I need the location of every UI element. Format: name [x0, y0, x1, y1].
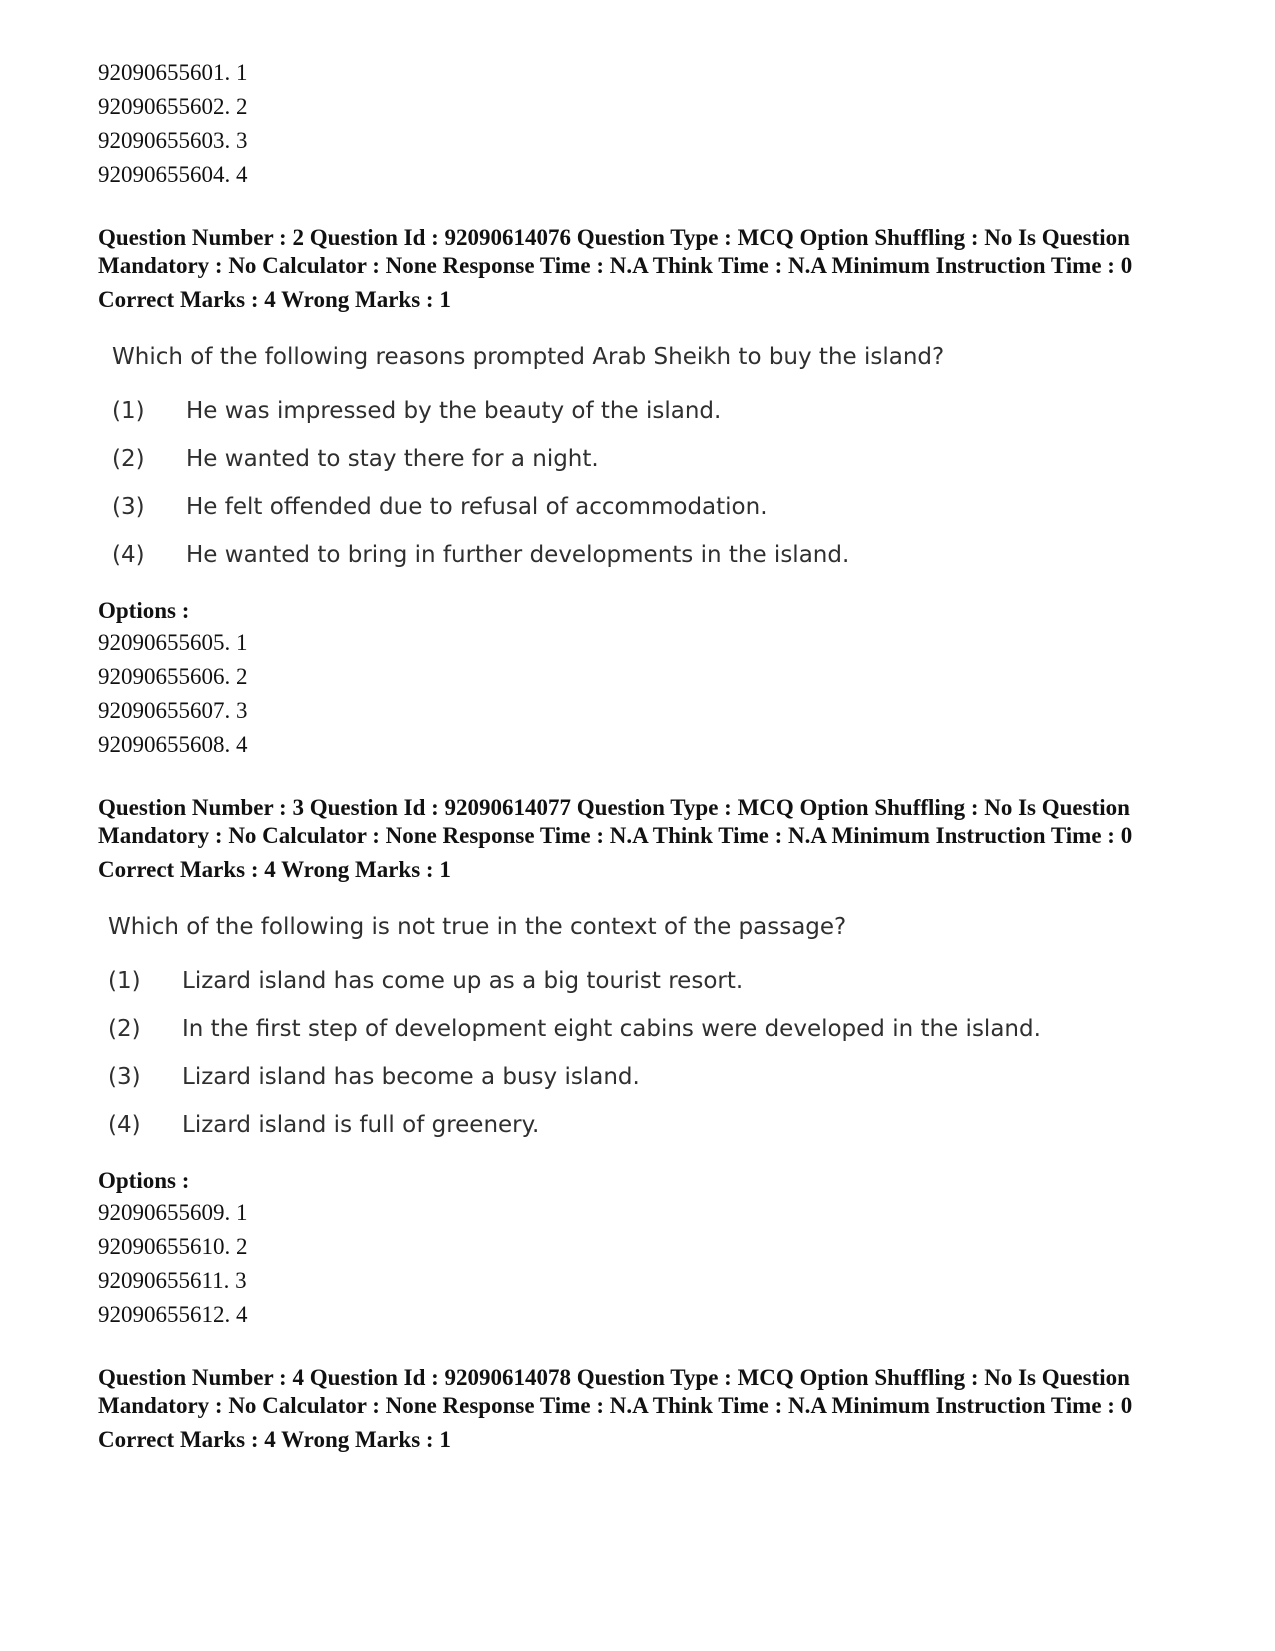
question-block-3 — [98, 794, 1275, 1332]
option-item: 92090655601. 1 — [98, 60, 248, 85]
answer-choice — [108, 1110, 1275, 1140]
answer-choice — [108, 1062, 1275, 1092]
question-meta: Question Number : 2 Question Id : 92090614076 Question Type : MCQ Option Shuffling : No Is Question Mandatory : No Calculator : None Response Time : N.A Think Time : N.A Minimum Instruction Time : 0 — [98, 225, 1133, 278]
choice-text: Lizard island has come up as a big tourist resort. — [182, 968, 744, 994]
option-item: 92090655612. 4 — [98, 1302, 248, 1327]
choice-text: Lizard island has become a busy island. — [182, 1064, 640, 1090]
question-marks: Correct Marks : 4 Wrong Marks : 1 — [98, 857, 451, 882]
question-text: Which of the following is not true in the context of the passage? — [108, 914, 847, 940]
question-meta: Question Number : 4 Question Id : 92090614078 Question Type : MCQ Option Shuffling : No Is Question Mandatory : No Calculator : None Response Time : N.A Think Time : N.A Minimum Instruction Time : 0 — [98, 1365, 1133, 1418]
choice-text: In the first step of development eight cabins were developed in the island. — [182, 1016, 1041, 1042]
choice-number: (2) — [108, 1016, 141, 1042]
question-marks: Correct Marks : 4 Wrong Marks : 1 — [98, 287, 451, 312]
options-list — [98, 1196, 1275, 1332]
choice-number: (4) — [112, 542, 145, 568]
choice-number: (2) — [112, 446, 145, 472]
answer-choice — [112, 540, 1275, 570]
question-text: Which of the following reasons prompted Arab Sheikh to buy the island? — [112, 344, 945, 370]
option-item: 92090655603. 3 — [98, 128, 248, 153]
choice-number: (3) — [108, 1064, 141, 1090]
answer-choice — [112, 444, 1275, 474]
choice-number: (1) — [108, 968, 141, 994]
previous-question-options — [98, 56, 1275, 192]
choice-text: He wanted to bring in further developments in the island. — [186, 542, 850, 568]
question-content — [112, 342, 1275, 570]
option-item: 92090655604. 4 — [98, 162, 248, 187]
option-item: 92090655608. 4 — [98, 732, 248, 757]
option-item: 92090655610. 2 — [98, 1234, 248, 1259]
option-item: 92090655609. 1 — [98, 1200, 248, 1225]
question-meta: Question Number : 3 Question Id : 92090614077 Question Type : MCQ Option Shuffling : No Is Question Mandatory : No Calculator : None Response Time : N.A Think Time : N.A Minimum Instruction Time : 0 — [98, 795, 1133, 848]
answer-choice — [112, 396, 1275, 426]
choice-text: Lizard island is full of greenery. — [182, 1112, 540, 1138]
options-label: Options : — [98, 598, 190, 623]
answer-choice — [112, 492, 1275, 522]
choice-number: (4) — [108, 1112, 141, 1138]
question-block-4 — [98, 1364, 1275, 1454]
options-list — [98, 626, 1275, 762]
question-content — [108, 912, 1275, 1140]
option-item: 92090655606. 2 — [98, 664, 248, 689]
choice-text: He felt offended due to refusal of accommodation. — [186, 494, 768, 520]
option-item: 92090655607. 3 — [98, 698, 248, 723]
answer-choice — [108, 966, 1275, 996]
option-item: 92090655605. 1 — [98, 630, 248, 655]
choice-number: (3) — [112, 494, 145, 520]
choice-text: He was impressed by the beauty of the island. — [186, 398, 722, 424]
question-block-2 — [98, 224, 1275, 762]
option-item: 92090655602. 2 — [98, 94, 248, 119]
options-label: Options : — [98, 1168, 190, 1193]
question-marks: Correct Marks : 4 Wrong Marks : 1 — [98, 1427, 451, 1452]
choice-number: (1) — [112, 398, 145, 424]
answer-choice — [108, 1014, 1275, 1044]
choice-text: He wanted to stay there for a night. — [186, 446, 599, 472]
option-item: 92090655611. 3 — [98, 1268, 247, 1293]
